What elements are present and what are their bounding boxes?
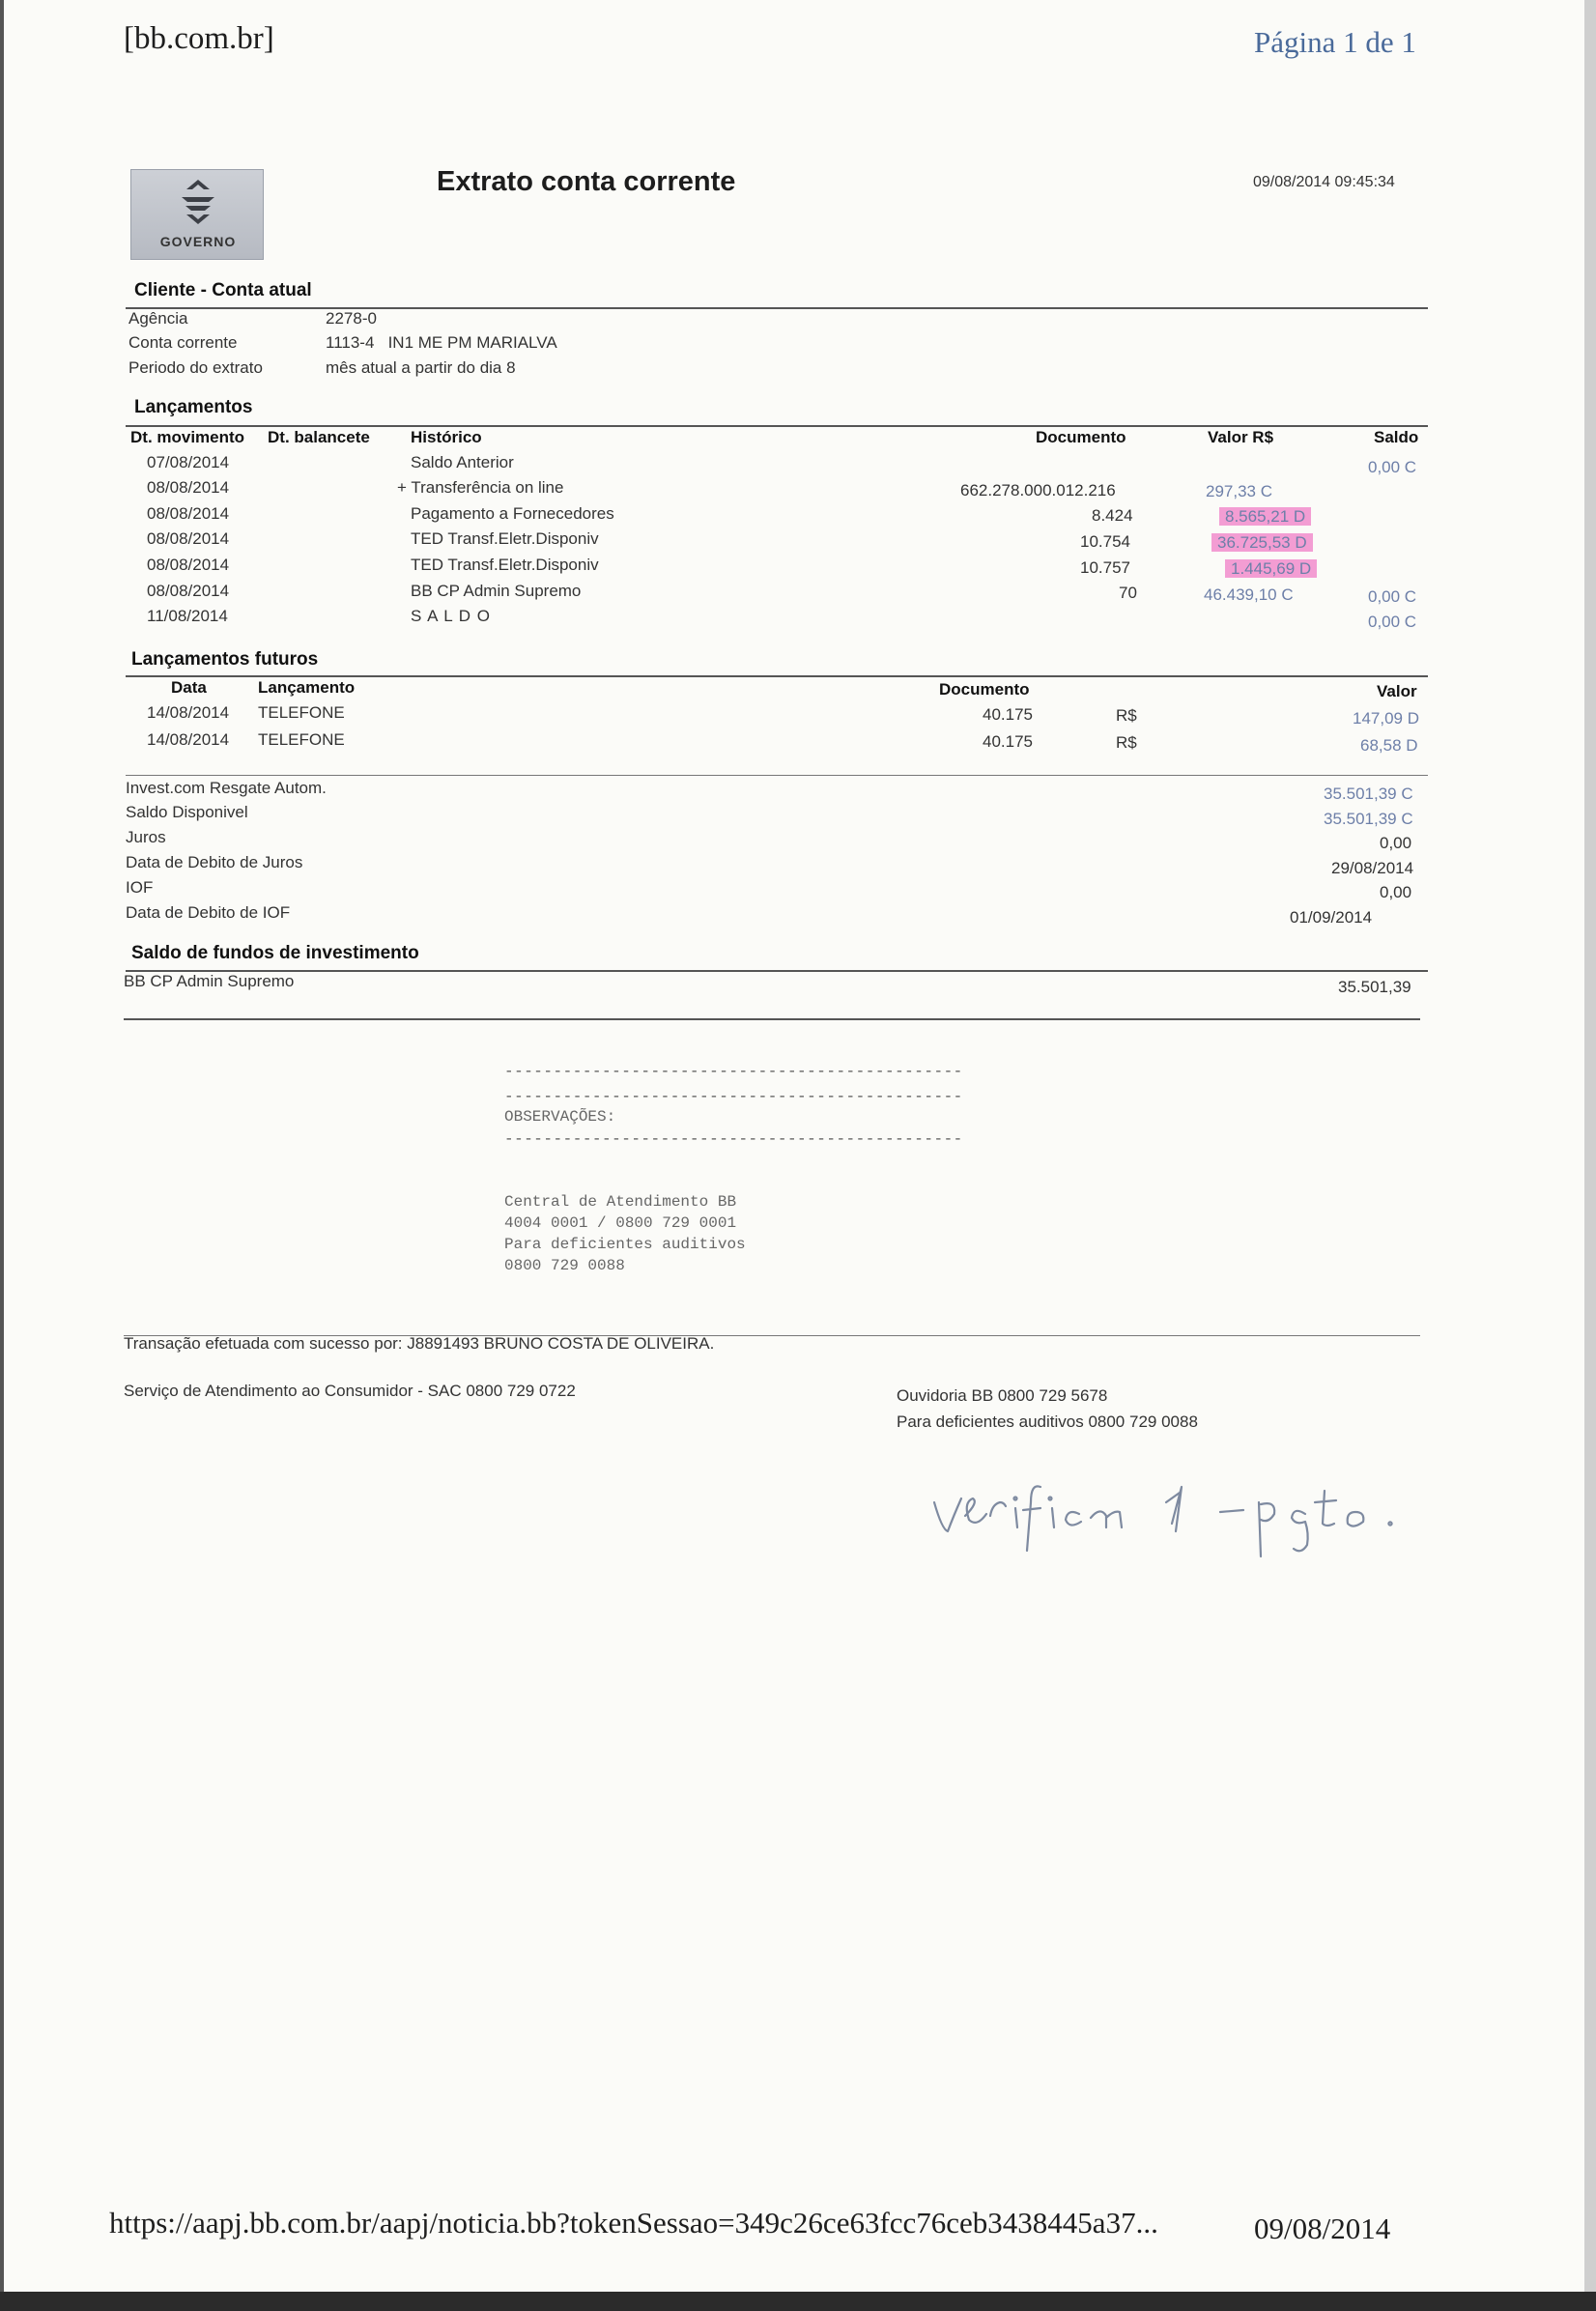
row-dt-movimento: 08/08/2014 — [147, 478, 230, 497]
futuro-lancamento: TELEFONE — [258, 730, 345, 749]
scan-edge-bottom — [0, 2292, 1596, 2311]
dash-line: ----------------------------------------------- — [504, 1088, 963, 1105]
label-data-debito-juros: Data de Debito de Juros — [126, 853, 303, 871]
col-lancamento: Lançamento — [258, 678, 356, 697]
scan-edge-right — [1584, 0, 1596, 2311]
col-documento-futuro: Documento — [939, 680, 1030, 699]
cliente-rule — [126, 307, 1428, 309]
row-documento: 662.278.000.012.216 — [960, 481, 1116, 499]
row-valor: 297,33 C — [1206, 482, 1272, 500]
sac-text: Serviço de Atendimento ao Consumidor - SAC 0800 729 0722 — [124, 1382, 576, 1400]
observacoes-label: OBSERVAÇÕES: — [504, 1108, 616, 1126]
label-juros: Juros — [126, 828, 166, 846]
col-valor: Valor R$ — [1208, 428, 1274, 446]
resumo-rule — [126, 775, 1428, 776]
value-data-debito-iof: 01/09/2014 — [1290, 908, 1373, 927]
label-conta-corrente: Conta corrente — [128, 333, 238, 352]
row-valor-highlighted — [1225, 559, 1317, 579]
transacao-text: Transação efetuada com sucesso por: J8891493 BRUNO COSTA DE OLIVEIRA. — [124, 1334, 715, 1353]
central-line: 4004 0001 / 0800 729 0001 — [504, 1214, 737, 1232]
futuro-documento: 40.175 — [983, 705, 1033, 724]
fundos-section-title: Saldo de fundos de investimento — [131, 943, 419, 963]
statement-datetime: 09/08/2014 09:45:34 — [1253, 174, 1395, 190]
row-historico: TED Transf.Eletr.Disponiv — [411, 556, 599, 574]
row-historico: BB CP Admin Supremo — [411, 582, 582, 600]
ouvidoria-text: Ouvidoria BB 0800 729 5678 — [897, 1386, 1108, 1405]
row-historico: Pagamento a Fornecedores — [411, 504, 614, 523]
value-periodo: mês atual a partir do dia 8 — [326, 358, 516, 377]
futuro-data: 14/08/2014 — [147, 703, 230, 722]
label-data-debito-iof: Data de Debito de IOF — [126, 903, 291, 922]
col-data: Data — [171, 678, 207, 697]
row-dt-movimento: 11/08/2014 — [147, 607, 228, 625]
fundos-rule — [126, 970, 1428, 972]
value-data-debito-juros: 29/08/2014 — [1331, 859, 1414, 877]
row-saldo: 0,00 C — [1368, 587, 1417, 606]
handwritten-note-icon — [923, 1473, 1425, 1560]
row-valor: 46.439,10 C — [1204, 585, 1294, 604]
futuro-data: 14/08/2014 — [147, 730, 230, 749]
row-documento: 10.754 — [1080, 532, 1130, 551]
futuro-valor: 147,09 D — [1353, 709, 1419, 728]
highlighter-mark: 1.445,69 D — [1225, 559, 1317, 578]
label-periodo: Periodo do extrato — [128, 358, 263, 377]
row-saldo: 0,00 C — [1368, 613, 1417, 631]
value-iof: 0,00 — [1380, 883, 1412, 901]
lancamentos-rule — [126, 425, 1428, 427]
row-dt-movimento: 08/08/2014 — [147, 529, 230, 548]
row-dt-movimento: 08/08/2014 — [147, 582, 230, 600]
central-line: Central de Atendimento BB — [504, 1193, 737, 1211]
futuros-section-title: Lançamentos futuros — [131, 649, 319, 670]
cliente-section-title: Cliente - Conta atual — [134, 280, 312, 300]
print-footer-url: https://aapj.bb.com.br/aapj/noticia.bb?tokenSessao=349c26ce63fcc76ceb3438445a37... — [109, 2206, 1158, 2240]
value-invest-resgate: 35.501,39 C — [1324, 785, 1413, 803]
row-historico: Saldo Anterior — [411, 453, 514, 471]
print-header-site: [bb.com.br] — [124, 21, 274, 56]
banco-do-brasil-logo-icon — [172, 176, 224, 228]
row-documento: 70 — [1119, 584, 1137, 602]
dash-line: ----------------------------------------------- — [504, 1130, 963, 1148]
value-fundo: 35.501,39 — [1338, 978, 1411, 996]
futuro-lancamento: TELEFONE — [258, 703, 345, 722]
label-invest-resgate: Invest.com Resgate Autom. — [126, 779, 327, 797]
col-saldo: Saldo — [1374, 428, 1419, 446]
row-dt-movimento: 08/08/2014 — [147, 556, 230, 574]
row-dt-movimento: 07/08/2014 — [147, 453, 230, 471]
label-agencia: Agência — [128, 309, 188, 328]
row-saldo: 0,00 C — [1368, 458, 1417, 476]
scan-edge-left — [0, 0, 4, 2311]
row-valor-highlighted — [1219, 507, 1311, 527]
futuro-moeda: R$ — [1116, 733, 1137, 752]
highlighter-mark: 8.565,21 D — [1219, 507, 1311, 526]
col-historico: Histórico — [411, 428, 482, 446]
row-documento: 8.424 — [1092, 506, 1133, 525]
print-footer-date: 09/08/2014 — [1254, 2211, 1391, 2245]
value-conta-corrente: 1113-4 IN1 ME PM MARIALVA — [326, 333, 557, 352]
col-valor-futuro: Valor — [1377, 682, 1417, 700]
row-dt-movimento: 08/08/2014 — [147, 504, 230, 523]
lancamentos-section-title: Lançamentos — [134, 397, 253, 417]
row-historico: S A L D O — [411, 607, 492, 625]
col-documento: Documento — [1036, 428, 1126, 446]
row-documento: 10.757 — [1080, 558, 1130, 577]
label-saldo-disponivel: Saldo Disponivel — [126, 803, 248, 821]
logo-text: GOVERNO — [159, 234, 237, 249]
futuros-rule — [126, 675, 1428, 677]
row-historico: TED Transf.Eletr.Disponiv — [411, 529, 599, 548]
futuro-documento: 40.175 — [983, 732, 1033, 751]
fundos-bottom-rule — [124, 1018, 1420, 1020]
row-valor-highlighted — [1211, 533, 1313, 553]
label-fundo: BB CP Admin Supremo — [124, 972, 295, 990]
value-juros: 0,00 — [1380, 834, 1412, 852]
col-dt-balancete: Dt. balancete — [268, 428, 370, 446]
futuro-moeda: R$ — [1116, 706, 1137, 725]
central-line: 0800 729 0088 — [504, 1257, 625, 1274]
dash-line: ----------------------------------------------- — [504, 1063, 963, 1080]
futuro-valor: 68,58 D — [1360, 736, 1418, 755]
page-title: Extrato conta corrente — [437, 166, 736, 197]
highlighter-mark: 36.725,53 D — [1211, 533, 1313, 552]
print-header-page: Página 1 de 1 — [1254, 25, 1416, 59]
bank-logo — [130, 169, 264, 260]
col-dt-movimento: Dt. movimento — [130, 428, 245, 446]
value-agencia: 2278-0 — [326, 309, 377, 328]
label-iof: IOF — [126, 878, 154, 897]
value-saldo-disponivel: 35.501,39 C — [1324, 810, 1413, 828]
row-historico: + Transferência on line — [397, 478, 564, 497]
central-line: Para deficientes auditivos — [504, 1236, 746, 1253]
deficientes-text: Para deficientes auditivos 0800 729 0088 — [897, 1412, 1198, 1431]
